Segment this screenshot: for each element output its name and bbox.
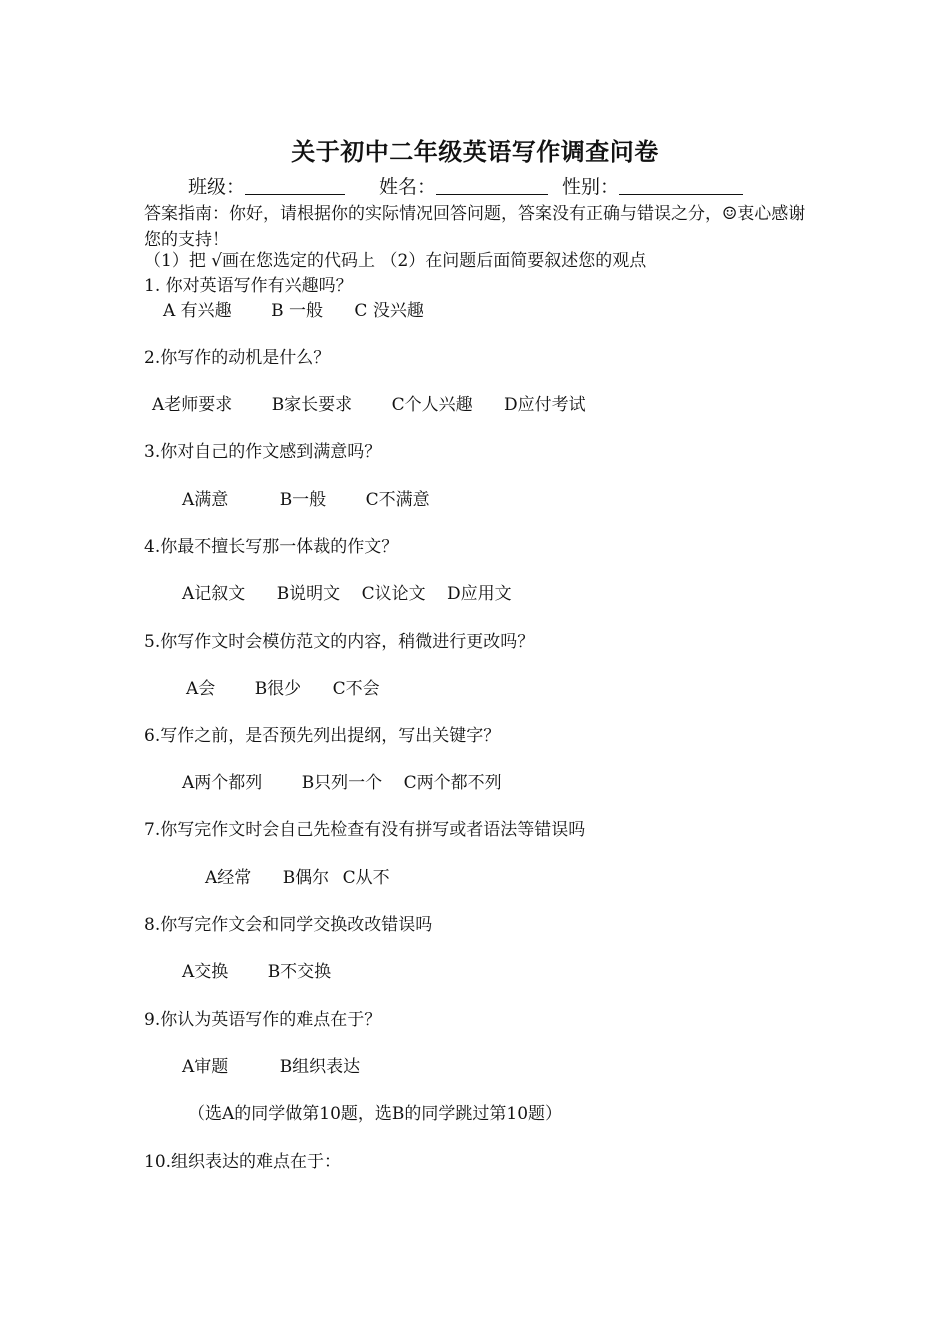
- skip-note: （选A的同学做第10题，选B的同学跳过第10题）: [188, 1104, 563, 1124]
- options-2: [152, 393, 586, 417]
- gender-field[interactable]: [619, 174, 743, 195]
- option-1c[interactable]: C 没兴趣: [354, 301, 424, 321]
- options-7: [205, 866, 390, 890]
- option-6c[interactable]: C两个都不列: [403, 773, 502, 793]
- question-4: 4.你最不擅长写那一体裁的作文？: [144, 537, 399, 557]
- options-8: [182, 960, 331, 984]
- options-9: [182, 1055, 360, 1079]
- name-label: 姓名：: [379, 176, 437, 198]
- option-8a[interactable]: A交换: [182, 962, 229, 982]
- option-5a[interactable]: A会: [186, 679, 216, 699]
- option-4d[interactable]: D应用文: [447, 584, 512, 604]
- options-1: [163, 299, 424, 323]
- question-3: 3.你对自己的作文感到满意吗？: [144, 442, 382, 462]
- name-field[interactable]: [436, 174, 548, 195]
- option-3c[interactable]: C不满意: [365, 490, 430, 510]
- instructions: （1）把 √画在您选定的代码上 （2）在问题后面简要叙述您的观点: [144, 251, 647, 271]
- option-2b[interactable]: B家长要求: [271, 395, 353, 415]
- class-label: 班级：: [188, 176, 246, 198]
- option-5c[interactable]: C不会: [332, 679, 380, 699]
- question-10: 10.组织表达的难点在于：: [144, 1152, 342, 1172]
- question-1: 1. 你对英语写作有兴趣吗？: [144, 276, 353, 296]
- option-1b[interactable]: B 一般: [271, 301, 323, 321]
- option-6b[interactable]: B只列一个: [301, 773, 383, 793]
- option-1a[interactable]: A 有兴趣: [163, 301, 232, 321]
- option-9b[interactable]: B组织表达: [279, 1057, 361, 1077]
- option-4c[interactable]: C议论文: [361, 584, 426, 604]
- option-6a[interactable]: A两个都列: [182, 773, 263, 793]
- options-3: [182, 488, 430, 512]
- option-3a[interactable]: A满意: [182, 490, 229, 510]
- question-8: 8.你写完作文会和同学交换改改错误吗: [144, 915, 433, 935]
- options-5: [186, 677, 380, 701]
- option-8b[interactable]: B不交换: [267, 962, 332, 982]
- class-field[interactable]: [245, 174, 345, 195]
- options-4: [182, 582, 512, 606]
- option-3b[interactable]: B一般: [279, 490, 327, 510]
- answer-guide: 答案指南：你好，请根据你的实际情况回答问题，答案没有正确与错误之分，☺衷心感谢您的支持！: [144, 204, 806, 250]
- student-info-row: [188, 174, 743, 199]
- option-9a[interactable]: A审题: [182, 1057, 229, 1077]
- option-4a[interactable]: A记叙文: [182, 584, 246, 604]
- option-4b[interactable]: B说明文: [276, 584, 341, 604]
- option-7b[interactable]: B偶尔: [282, 868, 330, 888]
- options-6: [182, 771, 502, 795]
- question-9: 9.你认为英语写作的难点在于？: [144, 1010, 382, 1030]
- option-2a[interactable]: A老师要求: [152, 395, 233, 415]
- question-2: 2.你写作的动机是什么？: [144, 348, 331, 368]
- gender-label: 性别：: [562, 176, 620, 198]
- option-2c[interactable]: C个人兴趣: [391, 395, 473, 415]
- page-title: 关于初中二年级英语写作调查问卷: [291, 137, 659, 166]
- option-2d[interactable]: D应付考试: [504, 395, 586, 415]
- option-5b[interactable]: B很少: [254, 679, 302, 699]
- option-7a[interactable]: A经常: [205, 868, 252, 888]
- question-6: 6.写作之前，是否预先列出提纲，写出关键字？: [144, 726, 501, 746]
- option-7c[interactable]: C从不: [342, 868, 390, 888]
- question-7: 7.你写完作文时会自己先检查有没有拼写或者语法等错误吗: [144, 820, 586, 840]
- question-5: 5.你写作文时会模仿范文的内容，稍微进行更改吗？: [144, 632, 535, 652]
